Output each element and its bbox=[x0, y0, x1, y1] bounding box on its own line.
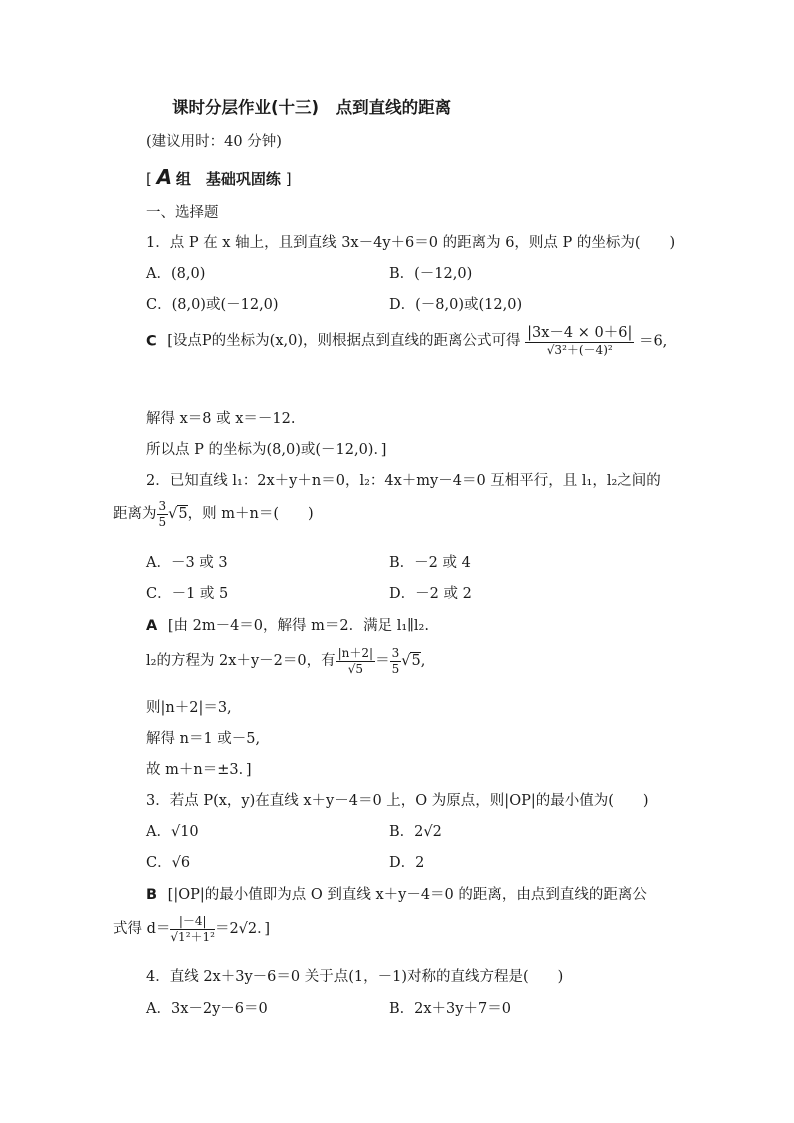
q3-option-d: D．2 bbox=[389, 855, 425, 871]
q3-solution-suffix: ＝2√2．] bbox=[214, 921, 271, 938]
q1-fraction-numerator: |3x－4 × 0＋6| bbox=[525, 326, 634, 343]
q1-answer: C bbox=[146, 333, 157, 350]
q2-option-a: A．－3 或 3 bbox=[146, 555, 228, 571]
q1-option-d: D．(－8,0)或(12,0) bbox=[389, 297, 523, 313]
q2-frac1-num: |n＋2| bbox=[337, 646, 374, 660]
q2-solution-line2: l₂的方程为 2x＋y－2＝0，有 $\frac{|n+2|}{√5}$ ＝ $\frac{3}{5}$ √5, bbox=[146, 646, 426, 676]
q2-solution-line4: 解得 n＝1 或－5, bbox=[146, 731, 261, 747]
q2-answer: A bbox=[146, 618, 158, 634]
q1-solution-line3: 所以点 P 的坐标为(8,0)或(－12,0)．] bbox=[146, 442, 387, 458]
q2-stem-line1: 2．已知直线 l₁：2x＋y＋n＝0，l₂：4x＋my－4＝0 互相平行，且 l₁，l₂之间的 bbox=[146, 473, 661, 489]
q2-stem-fraction bbox=[157, 500, 169, 528]
group-label: 组 基础巩固练 bbox=[175, 170, 281, 188]
group-open-bracket: [ bbox=[146, 170, 152, 188]
q2-solution-text1: [由 2m－4＝0，解得 m＝2．满足 l₁∥l₂. bbox=[167, 618, 429, 634]
section-heading: 一、选择题 bbox=[146, 205, 219, 221]
q2-frac1-den: √5 bbox=[347, 661, 363, 676]
q2-solution-fraction2 bbox=[390, 647, 402, 675]
q1-option-b: B．(－12,0) bbox=[389, 266, 473, 282]
q2-stem-frac-den: 5 bbox=[158, 514, 167, 529]
q1-solution-line2: 解得 x＝8 或 x＝－12. bbox=[146, 411, 296, 427]
q3-stem: 3．若点 P(x，y)在直线 x＋y－4＝0 上，O 为原点，则|OP|的最小值为( ) bbox=[146, 793, 649, 809]
group-header bbox=[146, 167, 292, 187]
q1-fraction-denominator: √3²＋(－4)² bbox=[546, 343, 613, 358]
q2-stem-suffix: ，则 m＋n＝( ) bbox=[187, 506, 314, 523]
q2-solution-radicand: 5 bbox=[411, 653, 421, 670]
q2-stem-line2 bbox=[113, 500, 314, 528]
group-close-bracket: ] bbox=[285, 170, 292, 188]
q3-answer: B bbox=[146, 887, 158, 903]
q2-stem-frac-num: 3 bbox=[158, 499, 167, 513]
q1-option-a: A．(8,0) bbox=[146, 266, 206, 282]
q2-solution-fraction1 bbox=[336, 647, 375, 675]
q1-solution-text: [设点P的坐标为(x,0)，则根据点到直线的距离公式可得 bbox=[167, 333, 521, 350]
q2-option-b: B．－2 或 4 bbox=[389, 555, 471, 571]
q3-solution-text1: [|OP|的最小值即为点 O 到直线 x＋y－4＝0 的距离，由点到直线的距离公 bbox=[167, 887, 647, 903]
q3-solution-prefix: 式得 d＝ bbox=[113, 921, 171, 938]
q3-solution-fraction bbox=[170, 915, 215, 943]
q1-stem: 1．点 P 在 x 轴上，且到直线 3x－4y＋6＝0 的距离为 6，则点 P 的坐标为( ) bbox=[146, 235, 676, 251]
q3-option-a: A．√10 bbox=[146, 824, 199, 840]
q2-solution-line3: 则|n＋2|＝3, bbox=[146, 700, 232, 716]
q1-solution bbox=[146, 326, 667, 357]
group-letter: A bbox=[156, 165, 172, 189]
q3-option-b: B．2√2 bbox=[389, 824, 442, 840]
q2-stem-prefix: 距离为 bbox=[113, 506, 157, 523]
q2-option-d: D．－2 或 2 bbox=[389, 586, 472, 602]
q2-solution-line5: 故 m＋n＝±3．] bbox=[146, 762, 252, 778]
q2-option-c: C．－1 或 5 bbox=[146, 586, 229, 602]
q2-stem-radicand: 5 bbox=[178, 506, 188, 523]
q3-solution-line2 bbox=[113, 915, 270, 943]
q2-solution-equals: ＝ bbox=[375, 653, 390, 670]
q1-option-c: C．(8,0)或(－12,0) bbox=[146, 297, 279, 313]
q3-option-c: C．√6 bbox=[146, 855, 191, 871]
q3-solution-line1 bbox=[146, 888, 647, 903]
q4-stem: 4．直线 2x＋3y－6＝0 关于点(1，－1)对称的直线方程是( ) bbox=[146, 969, 564, 985]
q2-frac2-den: 5 bbox=[391, 661, 400, 676]
q2-solution-root-sign: √ bbox=[401, 653, 411, 670]
time-note: (建议用时：40 分钟) bbox=[146, 134, 282, 150]
page-title: 课时分层作业(十三) 点到直线的距离 bbox=[172, 98, 452, 117]
q4-option-b: B．2x＋3y＋7＝0 bbox=[389, 1001, 511, 1017]
q4-option-a: A．3x－2y－6＝0 bbox=[146, 1001, 268, 1017]
q3-frac-den: √1²＋1² bbox=[170, 929, 215, 944]
q2-frac2-num: 3 bbox=[391, 646, 400, 660]
q2-solution-line1 bbox=[146, 619, 429, 634]
q1-solution-tail: ＝6, bbox=[638, 333, 668, 350]
q1-distance-fraction bbox=[525, 326, 634, 357]
q2-solution-prefix: l₂的方程为 2x＋y－2＝0，有 bbox=[146, 653, 336, 670]
q2-stem-root-sign: √ bbox=[168, 506, 178, 523]
q3-frac-num: |－4| bbox=[170, 915, 215, 930]
